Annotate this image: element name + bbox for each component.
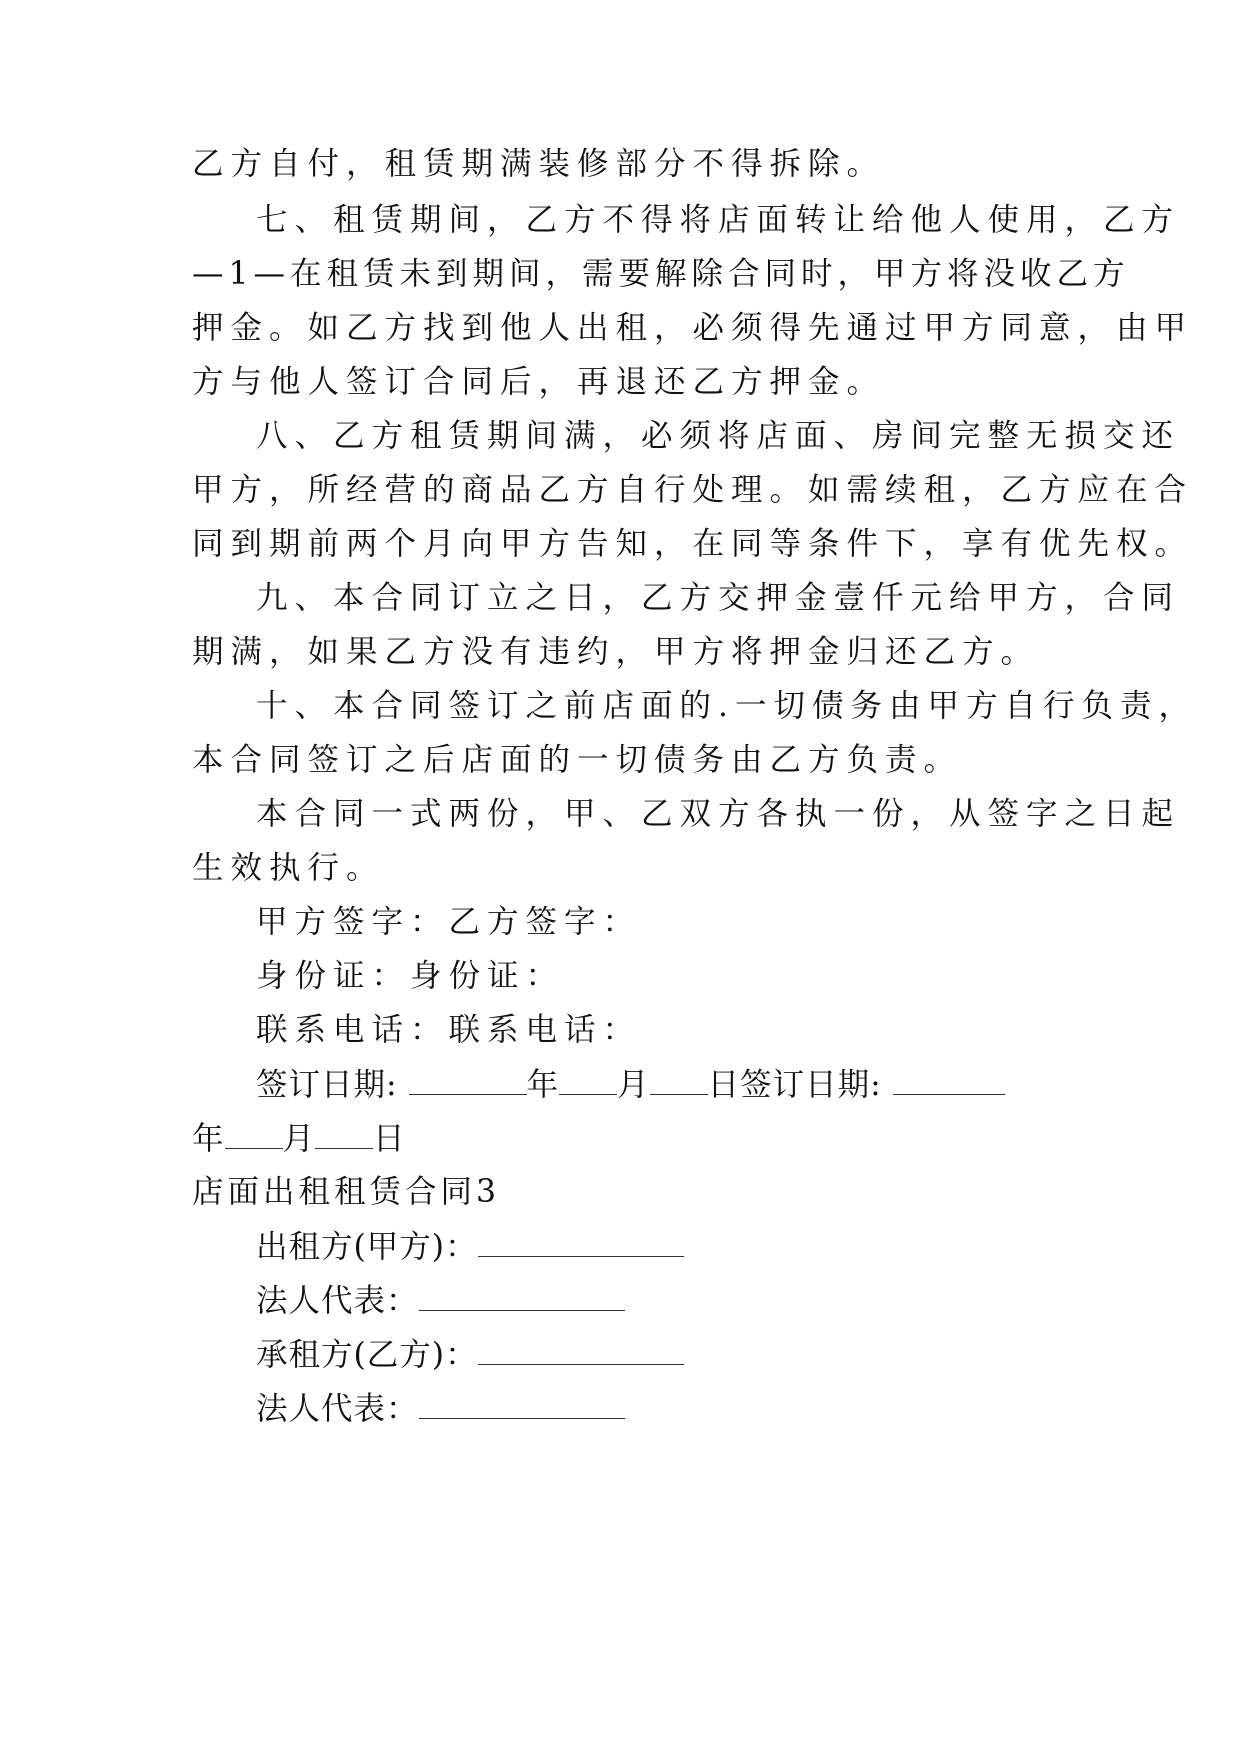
copies-clause-line-2: 生效执行。 <box>192 850 385 886</box>
year-blank[interactable] <box>409 1064 527 1095</box>
day-blank[interactable] <box>650 1064 708 1095</box>
lessor-blank[interactable] <box>478 1226 684 1257</box>
year-label-2: 年 <box>192 1121 225 1157</box>
id-card-line: 身份证：身份证： <box>256 958 565 994</box>
year-blank-2[interactable] <box>893 1064 1005 1095</box>
clause-10-line-2: 本合同签订之后店面的一切债务由乙方负责。 <box>192 742 963 778</box>
clause-8-line-3: 同到期前两个月向甲方告知，在同等条件下，享有优先权。 <box>192 526 1194 562</box>
signature-line: 甲方签字：乙方签字： <box>256 904 642 940</box>
day-label-2: 日 <box>373 1121 406 1157</box>
legal-rep-1-blank[interactable] <box>419 1280 625 1311</box>
month-blank[interactable] <box>559 1064 617 1095</box>
phone-line: 联系电话：联系电话： <box>256 1012 642 1048</box>
day-blank-2[interactable] <box>315 1118 373 1149</box>
sign-date-label: 签订日期: <box>256 1067 398 1103</box>
clause-10-line-1: 十、本合同签订之前店面的.一切债务由甲方自行负责， <box>256 688 1198 724</box>
clause-9-line-1: 九、本合同订立之日，乙方交押金壹仟元给甲方，合同 <box>256 580 1181 616</box>
lessor-line <box>256 1226 1072 1266</box>
sign-date-line-1 <box>256 1064 1072 1104</box>
clause-7-line-4: 方与他人签订合同后，再退还乙方押金。 <box>192 364 886 400</box>
clause-9-line-2: 期满，如果乙方没有违约，甲方将押金归还乙方。 <box>192 634 1040 670</box>
legal-rep-2-line <box>256 1388 1072 1428</box>
clause-8-line-2: 甲方，所经营的商品乙方自行处理。如需续租，乙方应在合 <box>192 472 1194 508</box>
lessee-label: 承租方(乙方)： <box>256 1337 478 1373</box>
month-label: 月 <box>617 1067 650 1103</box>
lessee-blank[interactable] <box>478 1334 684 1365</box>
day-and-sign-date-label: 日签订日期: <box>707 1067 882 1103</box>
legal-rep-1-label: 法人代表： <box>256 1283 419 1319</box>
paragraph-6-end: 乙方自付，租赁期满装修部分不得拆除。 <box>192 146 886 182</box>
copies-clause-line-1: 本合同一式两份，甲、乙双方各执一份，从签字之日起 <box>256 796 1181 832</box>
month-label-2: 月 <box>282 1121 316 1157</box>
lessor-label: 出租方(甲方)： <box>256 1229 478 1265</box>
legal-rep-1-line <box>256 1280 1072 1320</box>
legal-rep-2-label: 法人代表： <box>256 1391 419 1427</box>
month-blank-2[interactable] <box>225 1118 283 1149</box>
clause-7-line-3: 押金。如乙方找到他人出租，必须得先通过甲方同意，由甲 <box>192 310 1194 346</box>
lessee-line <box>256 1334 1072 1374</box>
legal-rep-2-blank[interactable] <box>419 1388 625 1419</box>
sign-date-line-2 <box>192 1118 1072 1158</box>
clause-7-line-1: 七、租赁期间，乙方不得将店面转让给他人使用，乙方 <box>256 202 1181 238</box>
year-label: 年 <box>526 1067 560 1103</box>
clause-8-line-1: 八、乙方租赁期间满，必须将店面、房间完整无损交还 <box>256 418 1181 454</box>
section-title: 店面出租租赁合同3 <box>192 1174 501 1210</box>
clause-7-line-2: —1—在租赁未到期间，需要解除合同时，甲方将没收乙方 <box>192 256 1130 292</box>
